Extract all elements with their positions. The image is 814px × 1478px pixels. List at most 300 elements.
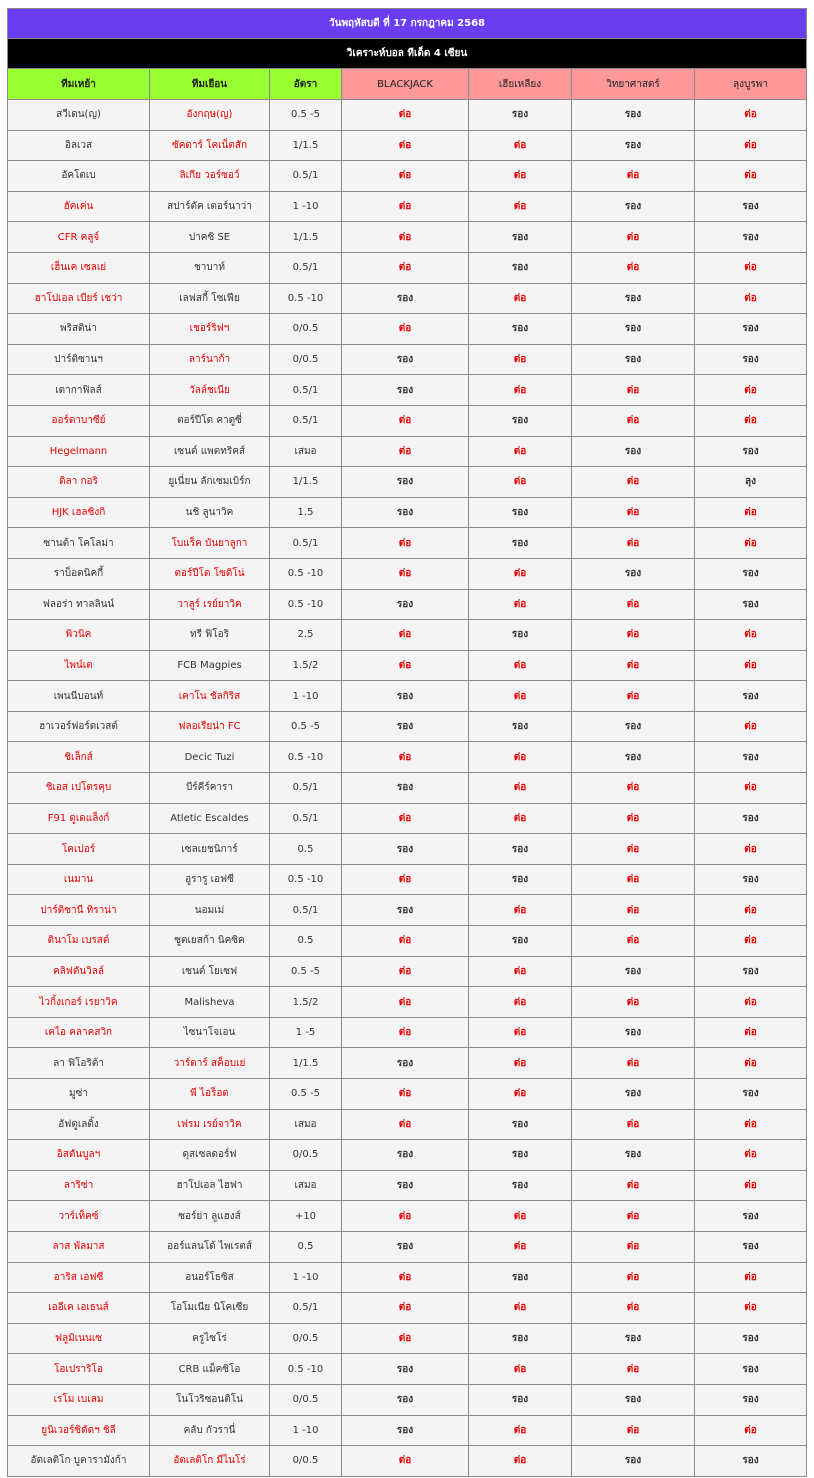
- tip-blackjack: รอง: [342, 1140, 469, 1171]
- tip-lung-burapha: ต่อ: [695, 1017, 807, 1048]
- home-team: ดิลา กอริ: [8, 467, 150, 498]
- tip-science: ต่อ: [572, 773, 695, 804]
- header-tipster-lung-burapha: ลุงบูรพา: [695, 69, 807, 100]
- tip-blackjack: ต่อ: [342, 252, 469, 283]
- tip-hia-liang: รอง: [469, 1323, 572, 1354]
- tip-lung-burapha: รอง: [695, 589, 807, 620]
- away-team: เลฟสกี้ โซเฟีย: [150, 283, 270, 314]
- match-row: [8, 436, 807, 467]
- away-team: ซอร์ย่า ลูแฮงส์: [150, 1201, 270, 1232]
- odds: 0.5/1: [270, 405, 342, 436]
- match-row: [8, 1201, 807, 1232]
- match-row: [8, 956, 807, 987]
- tip-blackjack: ต่อ: [342, 1201, 469, 1232]
- odds: เสมอ: [270, 1109, 342, 1140]
- analysis-subtitle: วิเคราะห์บอล ทีเด็ด 4 เซียน: [8, 39, 807, 69]
- odds: +10: [270, 1201, 342, 1232]
- odds: 0.5: [270, 834, 342, 865]
- home-team: เพนนีบอนท์: [8, 681, 150, 712]
- home-team: เรโม เบเลม: [8, 1384, 150, 1415]
- tip-blackjack: รอง: [342, 1354, 469, 1385]
- tip-science: ต่อ: [572, 620, 695, 651]
- tip-science: รอง: [572, 1446, 695, 1477]
- tip-science: ต่อ: [572, 926, 695, 957]
- tip-lung-burapha: ต่อ: [695, 100, 807, 131]
- away-team: อูรารู เอฟซี: [150, 864, 270, 895]
- tip-hia-liang: ต่อ: [469, 344, 572, 375]
- odds: 0.5 -10: [270, 1354, 342, 1385]
- match-row: [8, 314, 807, 345]
- away-team: คลับ กัวรานี่: [150, 1415, 270, 1446]
- header-tipster-blackjack: BLACKJACK: [342, 69, 469, 100]
- tip-hia-liang: ต่อ: [469, 1079, 572, 1110]
- away-team: ซูตเยสก้า นิคซิค: [150, 926, 270, 957]
- odds: 0.5/1: [270, 161, 342, 192]
- home-team: อัตเลติโก บูคารามังก้า: [8, 1446, 150, 1477]
- odds: 1 -10: [270, 191, 342, 222]
- tip-science: รอง: [572, 956, 695, 987]
- odds: 1/1.5: [270, 130, 342, 161]
- tip-hia-liang: รอง: [469, 314, 572, 345]
- tip-science: ต่อ: [572, 1415, 695, 1446]
- tip-lung-burapha: รอง: [695, 558, 807, 589]
- away-team: ลิเกีย วอร์ซอว์: [150, 161, 270, 192]
- tip-hia-liang: ต่อ: [469, 191, 572, 222]
- header-tipster-hia-liang: เฮียเหลียง: [469, 69, 572, 100]
- tip-science: ต่อ: [572, 1048, 695, 1079]
- tip-lung-burapha: ต่อ: [695, 834, 807, 865]
- tip-lung-burapha: ต่อ: [695, 1415, 807, 1446]
- tip-science: ต่อ: [572, 528, 695, 559]
- tip-lung-burapha: ต่อ: [695, 1109, 807, 1140]
- away-team: โนโวริซอนติโน่: [150, 1384, 270, 1415]
- odds: 0.5 -10: [270, 864, 342, 895]
- tip-hia-liang: รอง: [469, 864, 572, 895]
- home-team: CFR คลูจ์: [8, 222, 150, 253]
- tip-blackjack: ต่อ: [342, 558, 469, 589]
- tip-lung-burapha: รอง: [695, 314, 807, 345]
- home-team: เฮ็นเค เซลเย่: [8, 252, 150, 283]
- tip-lung-burapha: ต่อ: [695, 987, 807, 1018]
- tip-blackjack: ต่อ: [342, 987, 469, 1018]
- date-title: วันพฤหัสบดี ที่ 17 กรกฎาคม 2568: [8, 9, 807, 39]
- tip-lung-burapha: รอง: [695, 1079, 807, 1110]
- tip-hia-liang: รอง: [469, 1170, 572, 1201]
- away-team: Malisheva: [150, 987, 270, 1018]
- away-team: Atletic Escaldes: [150, 803, 270, 834]
- away-team: เฟรม เรย์จาวิค: [150, 1109, 270, 1140]
- match-row: [8, 1384, 807, 1415]
- tip-lung-burapha: ต่อ: [695, 620, 807, 651]
- match-row: [8, 1446, 807, 1477]
- tip-blackjack: รอง: [342, 283, 469, 314]
- odds: เสมอ: [270, 1170, 342, 1201]
- tip-science: รอง: [572, 1079, 695, 1110]
- tip-science: ต่อ: [572, 252, 695, 283]
- tips-table: [7, 8, 807, 1477]
- tip-blackjack: ต่อ: [342, 803, 469, 834]
- tip-blackjack: รอง: [342, 467, 469, 498]
- tip-hia-liang: รอง: [469, 1109, 572, 1140]
- tip-blackjack: ต่อ: [342, 130, 469, 161]
- tip-lung-burapha: ต่อ: [695, 1262, 807, 1293]
- tip-science: ต่อ: [572, 375, 695, 406]
- away-team: เซนต์ แพตทริคส์: [150, 436, 270, 467]
- tip-blackjack: รอง: [342, 1048, 469, 1079]
- tip-blackjack: รอง: [342, 344, 469, 375]
- away-team: อังกฤษ(ญ): [150, 100, 270, 131]
- column-headers: [8, 69, 807, 100]
- tip-lung-burapha: ต่อ: [695, 773, 807, 804]
- tip-lung-burapha: ต่อ: [695, 1048, 807, 1079]
- away-team: อนอร์โธซิส: [150, 1262, 270, 1293]
- match-row: [8, 864, 807, 895]
- tip-lung-burapha: รอง: [695, 1384, 807, 1415]
- odds: 0.5: [270, 1231, 342, 1262]
- home-team: โอเปราริโอ: [8, 1354, 150, 1385]
- tip-lung-burapha: รอง: [695, 956, 807, 987]
- odds: 0.5/1: [270, 803, 342, 834]
- home-team: F91 ดูเดแล็งก์: [8, 803, 150, 834]
- away-team: Decic Tuzi: [150, 742, 270, 773]
- home-team: ออร์ดาบาซีย์: [8, 405, 150, 436]
- odds: 1 -5: [270, 1017, 342, 1048]
- tip-lung-burapha: รอง: [695, 344, 807, 375]
- match-row: [8, 1048, 807, 1079]
- match-row: [8, 834, 807, 865]
- odds: 0.5 -10: [270, 558, 342, 589]
- tip-blackjack: ต่อ: [342, 1017, 469, 1048]
- odds: 0.5/1: [270, 1293, 342, 1324]
- tip-hia-liang: ต่อ: [469, 1017, 572, 1048]
- tip-blackjack: ต่อ: [342, 161, 469, 192]
- tip-hia-liang: ต่อ: [469, 467, 572, 498]
- header-home-team: ทีมเหย้า: [8, 69, 150, 100]
- tip-lung-burapha: ต่อ: [695, 650, 807, 681]
- home-team: ฟลอร่า ทาลลินน์: [8, 589, 150, 620]
- odds: 1/1.5: [270, 467, 342, 498]
- tip-lung-burapha: ต่อ: [695, 375, 807, 406]
- home-team: ฮาโปเอล เบียร์ เชว่า: [8, 283, 150, 314]
- tip-science: ต่อ: [572, 405, 695, 436]
- tip-hia-liang: ต่อ: [469, 681, 572, 712]
- match-row: [8, 467, 807, 498]
- match-row: [8, 803, 807, 834]
- tip-science: รอง: [572, 558, 695, 589]
- tip-hia-liang: ต่อ: [469, 1415, 572, 1446]
- away-team: เคาโน ชัลกิริส: [150, 681, 270, 712]
- tip-science: ต่อ: [572, 1262, 695, 1293]
- odds: 0/0.5: [270, 314, 342, 345]
- tip-hia-liang: ต่อ: [469, 1293, 572, 1324]
- away-team: เซลเยชนิการ์: [150, 834, 270, 865]
- tip-lung-burapha: รอง: [695, 1446, 807, 1477]
- match-row: [8, 1017, 807, 1048]
- away-team: ลาร์นาก้า: [150, 344, 270, 375]
- tip-blackjack: ต่อ: [342, 528, 469, 559]
- tip-hia-liang: ต่อ: [469, 1446, 572, 1477]
- tip-hia-liang: รอง: [469, 222, 572, 253]
- odds: 2.5: [270, 620, 342, 651]
- tip-blackjack: ต่อ: [342, 100, 469, 131]
- tip-blackjack: ต่อ: [342, 405, 469, 436]
- match-row: [8, 191, 807, 222]
- tip-blackjack: ต่อ: [342, 620, 469, 651]
- tip-hia-liang: รอง: [469, 497, 572, 528]
- match-row: [8, 650, 807, 681]
- odds: 0.5 -5: [270, 956, 342, 987]
- tip-lung-burapha: ต่อ: [695, 1140, 807, 1171]
- tip-science: ต่อ: [572, 497, 695, 528]
- odds: เสมอ: [270, 436, 342, 467]
- odds: 1.5: [270, 497, 342, 528]
- home-team: ชิเล็กส์: [8, 742, 150, 773]
- odds: 1.5/2: [270, 987, 342, 1018]
- home-team: เดากาฟิลส์: [8, 375, 150, 406]
- odds: 0.5/1: [270, 773, 342, 804]
- tip-blackjack: ต่อ: [342, 1079, 469, 1110]
- home-team: ปาร์ติซานฯ: [8, 344, 150, 375]
- home-team: โคเปอร์: [8, 834, 150, 865]
- odds: 1 -10: [270, 1262, 342, 1293]
- home-team: พริสติน่า: [8, 314, 150, 345]
- tip-hia-liang: ต่อ: [469, 742, 572, 773]
- tip-science: ต่อ: [572, 681, 695, 712]
- tip-science: ต่อ: [572, 1201, 695, 1232]
- match-row: [8, 1262, 807, 1293]
- match-row: [8, 1109, 807, 1140]
- odds: 0/0.5: [270, 1384, 342, 1415]
- match-row: [8, 1140, 807, 1171]
- tip-blackjack: ต่อ: [342, 1446, 469, 1477]
- home-team: อิลเวส: [8, 130, 150, 161]
- tip-lung-burapha: ต่อ: [695, 497, 807, 528]
- home-team: ราบ็อตนิคกี้: [8, 558, 150, 589]
- tip-hia-liang: ต่อ: [469, 803, 572, 834]
- odds: 0/0.5: [270, 1446, 342, 1477]
- home-team: อาริส เอฟซี: [8, 1262, 150, 1293]
- tip-science: รอง: [572, 1323, 695, 1354]
- tip-hia-liang: ต่อ: [469, 1354, 572, 1385]
- header-away-team: ทีมเยือน: [150, 69, 270, 100]
- odds: 0.5/1: [270, 528, 342, 559]
- odds: 0.5/1: [270, 895, 342, 926]
- away-team: ฟลอเรียน่า FC: [150, 711, 270, 742]
- match-row: [8, 926, 807, 957]
- tip-lung-burapha: ต่อ: [695, 711, 807, 742]
- away-team: นชิ ลูนาวิค: [150, 497, 270, 528]
- away-team: ตอร์ปีโด โซดิโน่: [150, 558, 270, 589]
- tip-blackjack: รอง: [342, 895, 469, 926]
- tip-hia-liang: ต่อ: [469, 956, 572, 987]
- tip-lung-burapha: รอง: [695, 222, 807, 253]
- away-team: โอโมเนีย นิโคเซีย: [150, 1293, 270, 1324]
- match-row: [8, 130, 807, 161]
- home-team: วาร์เท็คซ์: [8, 1201, 150, 1232]
- tip-hia-liang: ต่อ: [469, 558, 572, 589]
- match-row: [8, 681, 807, 712]
- tip-science: รอง: [572, 711, 695, 742]
- match-row: [8, 283, 807, 314]
- tip-lung-burapha: ต่อ: [695, 1170, 807, 1201]
- tip-science: ต่อ: [572, 895, 695, 926]
- matches-body: [8, 100, 807, 1477]
- home-team: พิวนิค: [8, 620, 150, 651]
- tip-lung-burapha: ต่อ: [695, 926, 807, 957]
- tip-lung-burapha: ต่อ: [695, 283, 807, 314]
- tip-blackjack: ต่อ: [342, 926, 469, 957]
- tip-lung-burapha: รอง: [695, 1231, 807, 1262]
- tip-blackjack: ต่อ: [342, 864, 469, 895]
- tip-science: รอง: [572, 130, 695, 161]
- away-team: ยูเนี่ยน ลักเซมเบิร์ก: [150, 467, 270, 498]
- tip-science: รอง: [572, 283, 695, 314]
- tip-blackjack: รอง: [342, 1384, 469, 1415]
- tip-lung-burapha: รอง: [695, 1323, 807, 1354]
- match-row: [8, 344, 807, 375]
- tip-hia-liang: ต่อ: [469, 436, 572, 467]
- tip-blackjack: ต่อ: [342, 314, 469, 345]
- odds: 1.5/2: [270, 650, 342, 681]
- away-team: ซัคดาร์ โคเน็ตสัก: [150, 130, 270, 161]
- tip-science: รอง: [572, 100, 695, 131]
- home-team: มูซ่า: [8, 1079, 150, 1110]
- away-team: ชาบาท์: [150, 252, 270, 283]
- tip-science: รอง: [572, 436, 695, 467]
- tip-science: ต่อ: [572, 864, 695, 895]
- home-team: ปาร์ติซานี ทิราน่า: [8, 895, 150, 926]
- home-team: ซานต้า โคโลม่า: [8, 528, 150, 559]
- home-team: อิสตันบูลฯ: [8, 1140, 150, 1171]
- home-team: HJK เฮลซิงกิ: [8, 497, 150, 528]
- tip-blackjack: ต่อ: [342, 222, 469, 253]
- odds: 0/0.5: [270, 344, 342, 375]
- match-row: [8, 252, 807, 283]
- tip-hia-liang: รอง: [469, 528, 572, 559]
- odds: 0.5 -10: [270, 742, 342, 773]
- tip-hia-liang: ต่อ: [469, 1231, 572, 1262]
- match-row: [8, 558, 807, 589]
- tip-hia-liang: รอง: [469, 405, 572, 436]
- away-team: โบแร็ค บันยาลูกา: [150, 528, 270, 559]
- away-team: ออร์แลนโด้ ไพเรตส์: [150, 1231, 270, 1262]
- match-row: [8, 222, 807, 253]
- tip-lung-burapha: ต่อ: [695, 405, 807, 436]
- odds: 0.5 -5: [270, 100, 342, 131]
- match-row: [8, 711, 807, 742]
- tip-science: รอง: [572, 191, 695, 222]
- tip-hia-liang: ต่อ: [469, 773, 572, 804]
- match-row: [8, 1170, 807, 1201]
- match-row: [8, 161, 807, 192]
- home-team: ชิเอส เปโตรคุบ: [8, 773, 150, 804]
- tip-blackjack: ต่อ: [342, 1262, 469, 1293]
- tip-blackjack: ต่อ: [342, 650, 469, 681]
- tip-lung-burapha: รอง: [695, 742, 807, 773]
- tip-lung-burapha: รอง: [695, 681, 807, 712]
- odds: 1 -10: [270, 681, 342, 712]
- tip-science: รอง: [572, 742, 695, 773]
- away-team: วาลูร์ เรย์ยาวิค: [150, 589, 270, 620]
- tip-blackjack: รอง: [342, 773, 469, 804]
- match-row: [8, 987, 807, 1018]
- tip-blackjack: ต่อ: [342, 1323, 469, 1354]
- away-team: พี ไอร็อด: [150, 1079, 270, 1110]
- home-team: ลาส พัลมาส: [8, 1231, 150, 1262]
- away-team: CRB แม็คซิโอ: [150, 1354, 270, 1385]
- tip-blackjack: ต่อ: [342, 191, 469, 222]
- tip-hia-liang: รอง: [469, 711, 572, 742]
- tip-science: ต่อ: [572, 1293, 695, 1324]
- match-row: [8, 773, 807, 804]
- home-team: ฟลูมิเนนเซ: [8, 1323, 150, 1354]
- odds: 0.5 -5: [270, 711, 342, 742]
- match-row: [8, 895, 807, 926]
- tip-science: ต่อ: [572, 1170, 695, 1201]
- tip-lung-burapha: รอง: [695, 1354, 807, 1385]
- tip-science: รอง: [572, 1140, 695, 1171]
- match-row: [8, 620, 807, 651]
- tip-hia-liang: ต่อ: [469, 1048, 572, 1079]
- odds: 0.5: [270, 926, 342, 957]
- tip-lung-burapha: ต่อ: [695, 161, 807, 192]
- tip-hia-liang: รอง: [469, 1262, 572, 1293]
- tip-hia-liang: รอง: [469, 100, 572, 131]
- odds: 0/0.5: [270, 1323, 342, 1354]
- tip-science: รอง: [572, 1017, 695, 1048]
- odds: 0.5/1: [270, 375, 342, 406]
- tip-blackjack: ต่อ: [342, 1109, 469, 1140]
- home-team: ลา ฟิโอริต้า: [8, 1048, 150, 1079]
- away-team: ดุสเซลดอร์ฟ: [150, 1140, 270, 1171]
- odds: 0/0.5: [270, 1140, 342, 1171]
- match-row: [8, 1293, 807, 1324]
- tip-blackjack: รอง: [342, 834, 469, 865]
- tip-blackjack: รอง: [342, 1231, 469, 1262]
- tip-science: ต่อ: [572, 834, 695, 865]
- match-row: [8, 589, 807, 620]
- tip-blackjack: รอง: [342, 711, 469, 742]
- odds: 0.5 -10: [270, 589, 342, 620]
- tip-hia-liang: ต่อ: [469, 130, 572, 161]
- away-team: ฮาโปเอล ไฮฟา: [150, 1170, 270, 1201]
- home-team: Hegelmann: [8, 436, 150, 467]
- header-odds: อัตรา: [270, 69, 342, 100]
- away-team: สปาร์ตัค เตอร์นาว่า: [150, 191, 270, 222]
- home-team: เนมาน: [8, 864, 150, 895]
- away-team: อัตเลติโก มีไนโร่: [150, 1446, 270, 1477]
- tip-hia-liang: รอง: [469, 620, 572, 651]
- away-team: วัลล์ชเนีย: [150, 375, 270, 406]
- tip-lung-burapha: รอง: [695, 864, 807, 895]
- tip-science: ต่อ: [572, 222, 695, 253]
- away-team: บีร์คีร์คารา: [150, 773, 270, 804]
- match-row: [8, 375, 807, 406]
- home-team: ลาริซ่า: [8, 1170, 150, 1201]
- match-row: [8, 1354, 807, 1385]
- tip-blackjack: ต่อ: [342, 742, 469, 773]
- header-tipster-science: วิทยาศาสตร์: [572, 69, 695, 100]
- odds: 0.5/1: [270, 252, 342, 283]
- away-team: เซนต์ โยเซฟ: [150, 956, 270, 987]
- home-team: อัฟตูเลดิ้ง: [8, 1109, 150, 1140]
- tip-science: ต่อ: [572, 803, 695, 834]
- tip-hia-liang: ต่อ: [469, 375, 572, 406]
- tip-hia-liang: ต่อ: [469, 650, 572, 681]
- tip-lung-burapha: รอง: [695, 191, 807, 222]
- tip-lung-burapha: รอง: [695, 1201, 807, 1232]
- away-team: นอมเม่: [150, 895, 270, 926]
